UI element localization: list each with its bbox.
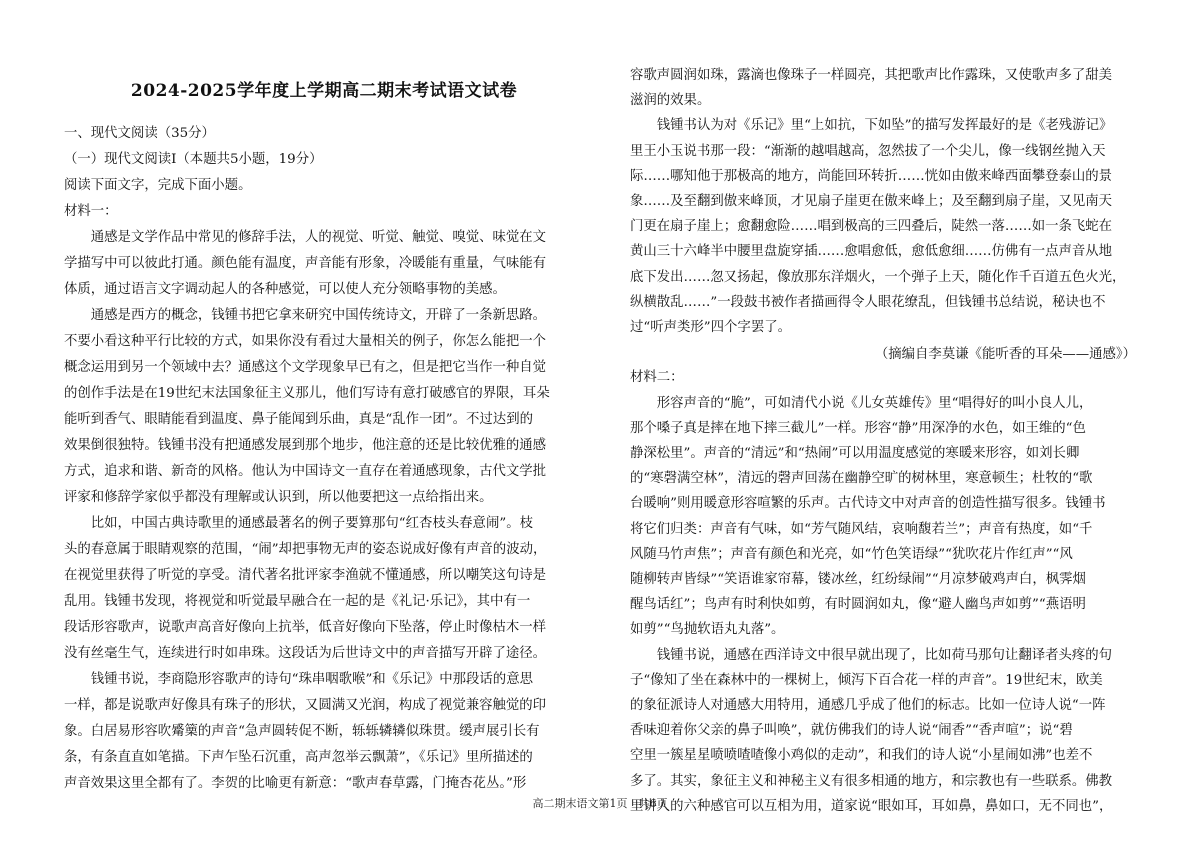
right-text-line: 子“像知了坐在森林中的一棵树上，倾泻下百合花一样的声音”。19世纪末，欧美 [630, 672, 1103, 688]
right-text-line: 滋润的效果。 [630, 93, 711, 109]
left-text-line: 一、现代文阅读（35分） [64, 126, 215, 141]
right-text-line: 如剪”“鸟抛软语丸丸落”。 [630, 622, 785, 638]
left-text-line: 在视觉里获得了听觉的享受。清代著名批评家李渔就不懂通感，所以嘲笑这句诗是 [64, 568, 547, 583]
left-text-line: 头的春意属于眼睛观察的范围，“闹”却把事物无声的姿态说成好像有声音的波动， [64, 542, 547, 557]
right-text-line: 醒鸟话红”；鸟声有时利快如剪，有时圆润如丸，像“避人幽鸟声如剪”“燕语明 [630, 597, 1086, 613]
right-text-line: 静深松里”。声音的“清远”和“热闹”可以用温度感觉的寒暖来形容，如刘长卿 [630, 446, 1080, 461]
left-text-line: 概念运用到另一个领域中去？通感这个文学现象早已有之，但是把它当作一种自觉 [64, 360, 547, 375]
left-text-line: 方式，追求和谐、新奇的风格。他认为中国诗文一直存在着通感现象，古代文学批 [64, 464, 547, 479]
right-text-line: 钱锺书说，通感在西洋诗文中很早就出现了，比如荷马那句让翻译者头疼的句 [630, 647, 1113, 663]
right-text-line: 多了。其实，象征主义和神秘主义有很多相通的地方，和宗教也有一些联系。佛教 [630, 773, 1113, 789]
right-text-line: 过“听声类形”四个字罢了。 [630, 320, 791, 335]
right-text-line: 黄山三十六峰半中腰里盘旋穿插……愈唱愈低，愈低愈细……仿佛有一点声音从地 [630, 244, 1113, 260]
right-text-line: 钱锺书认为对《乐记》里“上如抗，下如坠”的描写发挥最好的是《老残游记》 [630, 118, 1113, 134]
right-text-line: 的“寒磬满空林”，清远的磬声回荡在幽静空旷的树林里，寒意顿生；杜牧的“歌 [630, 471, 1093, 487]
left-text-line: （一）现代文阅读Ⅰ（本题共5小题，19分） [64, 152, 323, 167]
right-text-line: 容歌声圆润如珠，露滴也像珠子一样圆亮，其把歌声比作露珠，又使歌声多了甜美 [630, 68, 1113, 83]
left-text-line: 学描写中可以彼此打通。颜色能有温度，声音能有形象，冷暖能有重量，气味能有 [64, 256, 547, 271]
right-text-line: 纵横散乱……”一段鼓书被作者描画得令人眼花缭乱，但钱锺书总结说，秘诀也不 [630, 294, 1106, 310]
left-text-line: 效果倒很独特。钱锺书没有把通感发展到那个地步，他注意的还是比较优雅的通感 [64, 438, 547, 453]
left-text-line: 声音效果这里全都有了。李贺的比喻更有新意：“歌声春草露，门掩杏花丛。”形 [64, 776, 527, 791]
right-text-line: 空里一簇星星喷喷喳喳像小鸡似的走动”，和我们的诗人说“小星闹如沸”也差不 [630, 748, 1093, 764]
right-text-line: 际……哪知他于那极高的地方，尚能回环转折……恍如由傲来峰西面攀登泰山的景 [630, 168, 1113, 184]
exam-title: 2024-2025学年度上学期高二期末考试语文试卷 [130, 81, 518, 101]
right-text-line: 底下发出……忽又扬起，像放那东洋烟火，一个弹子上天，随化作千百道五色火光， [630, 269, 1126, 285]
right-text-line: 将它们归类：声音有气味，如“芳气随风结，哀响馥若兰”；声音有热度，如“千 [630, 521, 1093, 537]
left-text-line: 乱用。钱锺书发现，将视觉和听觉最早融合在一起的是《礼记·乐记》，其中有一 [64, 594, 531, 609]
left-text-line: 的创作手法是在19世纪末法国象征主义那儿，他们写诗有意打破感官的界限，耳朵 [64, 386, 550, 401]
left-text-line: 能听到香气、眼睛能看到温度、鼻子能闻到乐曲，真是“乱作一团”。不过达到的 [64, 412, 533, 427]
right-text-line: 里讲人的六种感官可以互相为用，道家说“眼如耳，耳如鼻，鼻如口，无不同也”， [630, 798, 1113, 814]
right-text-line: 那个嗓子真是摔在地下摔三截儿”一样。形容“静”用深净的水色，如王维的“色 [630, 420, 1086, 436]
left-text-line: 通感是西方的概念，钱锺书把它拿来研究中国传统诗文，开辟了一条新思路。 [64, 308, 547, 323]
right-text-line: 门更在扇子崖上；愈翻愈险……唱到极高的三四叠后，陡然一落……如一条飞蛇在 [630, 219, 1113, 235]
left-text-line: 通感是文学作品中常见的修辞手法，人的视觉、听觉、触觉、嗅觉、味觉在文 [64, 230, 547, 245]
right-text-line: 材料二： [630, 370, 684, 386]
left-text-line: 条，有条直直如笔描。下声乍坠石沉重，高声忽举云飘萧”，《乐记》里所描述的 [64, 750, 533, 765]
right-text-line: 随柳转声皆绿”“笑语谁家帘幕，镂冰丝，红纷绿闹”“月凉梦破鸡声白，枫霁烟 [630, 572, 1086, 587]
left-text-line: 体质，通过语言文字调动起人的各种感觉，可以使人充分领略事物的美感。 [64, 282, 506, 297]
left-text-line: 不要小看这种平行比较的方式，如果你没有看过大量相关的例子，你怎么能把一个 [64, 334, 547, 349]
page-footer: 高二期末语文第1页 共6页 [532, 797, 668, 810]
left-text-line: 段话形容歌声，说歌声高音好像向上抗举，低音好像向下坠落，停止时像枯木一样 [64, 620, 547, 635]
left-text-line: 比如，中国古典诗歌里的通感最著名的例子要算那句“红杏枝头春意闹”。枝 [64, 516, 533, 531]
right-text-line: 的象征派诗人对通感大用特用，通感几乎成了他们的标志。比如一位诗人说“一阵 [630, 698, 1106, 713]
right-text-line: 象……及至翻到傲来峰顶，才见扇子崖更在傲来峰上；及至翻到扇子崖，又见南天 [630, 194, 1113, 209]
right-text-line: 风随马竹声焦”；声音有颜色和光亮，如“竹色笑语绿”“犹吹花片作红声”“风 [630, 546, 1073, 562]
right-text-line: 台暖响”则用暖意形容喧繁的乐声。古代诗文中对声音的创造性描写很多。钱锺书 [630, 496, 1106, 512]
source-attribution: （摘编自李莫谦《能听香的耳朵——通感》） [874, 347, 1136, 363]
left-text-line: 材料一： [64, 204, 118, 219]
left-text-line: 钱锺书说，李商隐形容歌声的诗句“珠串咽歌喉”和《乐记》中那段话的意思 [64, 672, 533, 687]
left-text-line: 象。白居易形容吹觱篥的声音“急声圆转促不断，轹轹辚辚似珠贯。缓声展引长有 [64, 724, 540, 739]
left-text-line: 没有丝毫生气，连续进行时如串珠。这段话为后世诗文中的声音描写开辟了途径。 [64, 646, 547, 661]
left-text-line: 一样，都是说歌声好像具有珠子的形状，又圆满又光润，构成了视觉兼容触觉的印 [64, 698, 547, 713]
left-text-line: 评家和修辞学家似乎都没有理解或认识到，所以他要把这一点给指出来。 [64, 490, 493, 505]
right-text-line: 形容声音的“脆”，可如清代小说《儿女英雄传》里“唱得好的叫小良人儿， [630, 395, 1093, 411]
right-text-line: 里王小玉说书那一段：“渐渐的越唱越高，忽然拔了一个尖儿，像一线钢丝抛入天 [630, 143, 1106, 159]
left-text-line: 阅读下面文字，完成下面小题。 [64, 178, 252, 193]
right-text-line: 香味迎着你父亲的鼻子叫唤”，就仿佛我们的诗人说“闹香”“香声喧”；说“碧 [630, 723, 1073, 739]
